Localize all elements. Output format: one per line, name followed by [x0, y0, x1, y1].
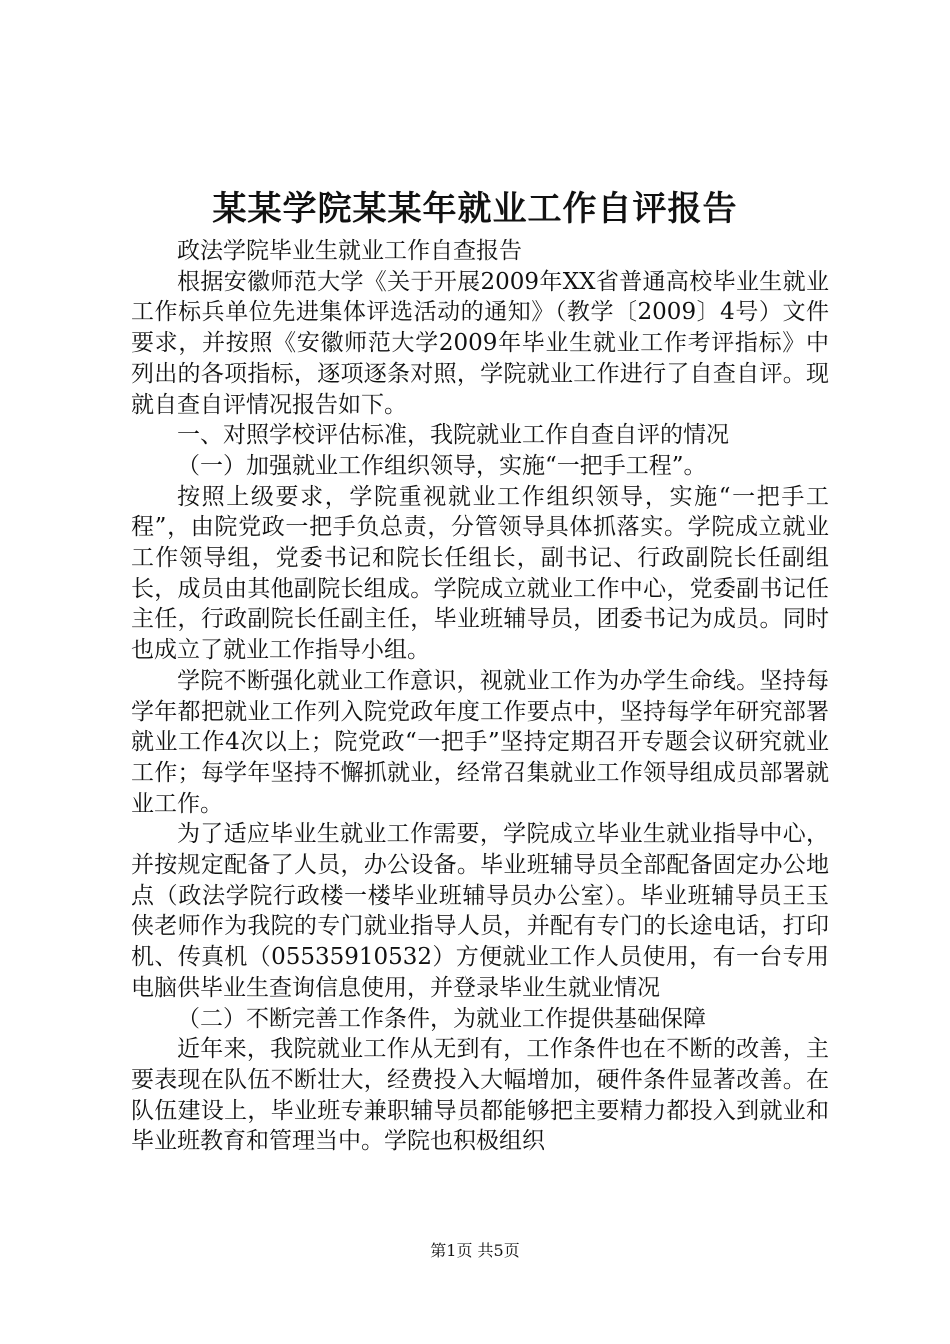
paragraph: 为了适应毕业生就业工作需要，学院成立毕业生就业指导中心，并按规定配备了人员，办公设备。毕业班辅导员全部配备固定办公地点（政法学院行政楼一楼毕业班辅导员办公室）。毕业班辅导员王玉侠老师作为我院的专门就业指导人员，并配有专门的长途电话，打印机、传真机（05535910532）方便就业工作人员使用，有一台专用电脑供毕业生查询信息使用，并登录毕业生就业情况	[131, 821, 829, 1001]
paragraph: 学院不断强化就业工作意识，视就业工作为办学生命线。坚持每学年都把就业工作列入院党政年度工作要点中，坚持每学年研究部署就业工作4次以上；院党政“一把手”坚持定期召开专题会议研究就业工作；每学年坚持不懈抓就业，经常召集就业工作领导组成员部署就业工作。	[131, 667, 829, 817]
document-title: 某某学院某某年就业工作自评报告	[212, 189, 738, 229]
subsection-heading-2: （二）不断完善工作条件，为就业工作提供基础保障	[177, 1005, 706, 1032]
paragraph: 按照上级要求，学院重视就业工作组织领导，实施“一把手工程”，由院党政一把手负总责，分管领导具体抓落实。学院成立就业工作领导组，党委书记和院长任组长，副书记、行政副院长任副组长，成员由其他副院长组成。学院成立就业工作中心，党委副书记任主任，行政副院长任副主任，毕业班辅导员，团委书记为成员。同时也成立了就业工作指导小组。	[131, 483, 829, 664]
page-number-footer: 第1页 共5页	[430, 1241, 520, 1260]
paragraph: 近年来，我院就业工作从无到有，工作条件也在不断的改善，主要表现在队伍不断壮大，经费投入大幅增加，硬件条件显著改善。在队伍建设上，毕业班专兼职辅导员都能够把主要精力都投入到就业和毕业班教育和管理当中。学院也积极组织	[131, 1036, 829, 1155]
paragraph-intro: 根据安徽师范大学《关于开展2009年XX省普通高校毕业生就业工作标兵单位先进集体评选活动的通知》（教学〔2009〕4号）文件要求，并按照《安徽师范大学2009年毕业生就业工作考评指标》中列出的各项指标，逐项逐条对照，学院就业工作进行了自查自评。现就自查自评情况报告如下。	[131, 268, 829, 418]
section-heading-1: 一、对照学校评估标准，我院就业工作自查自评的情况	[177, 422, 729, 449]
paragraph-subtitle: 政法学院毕业生就业工作自查报告	[177, 238, 522, 264]
subsection-heading-1: （一）加强就业工作组织领导，实施“一把手工程”。	[177, 452, 707, 479]
document-body	[131, 236, 829, 1157]
